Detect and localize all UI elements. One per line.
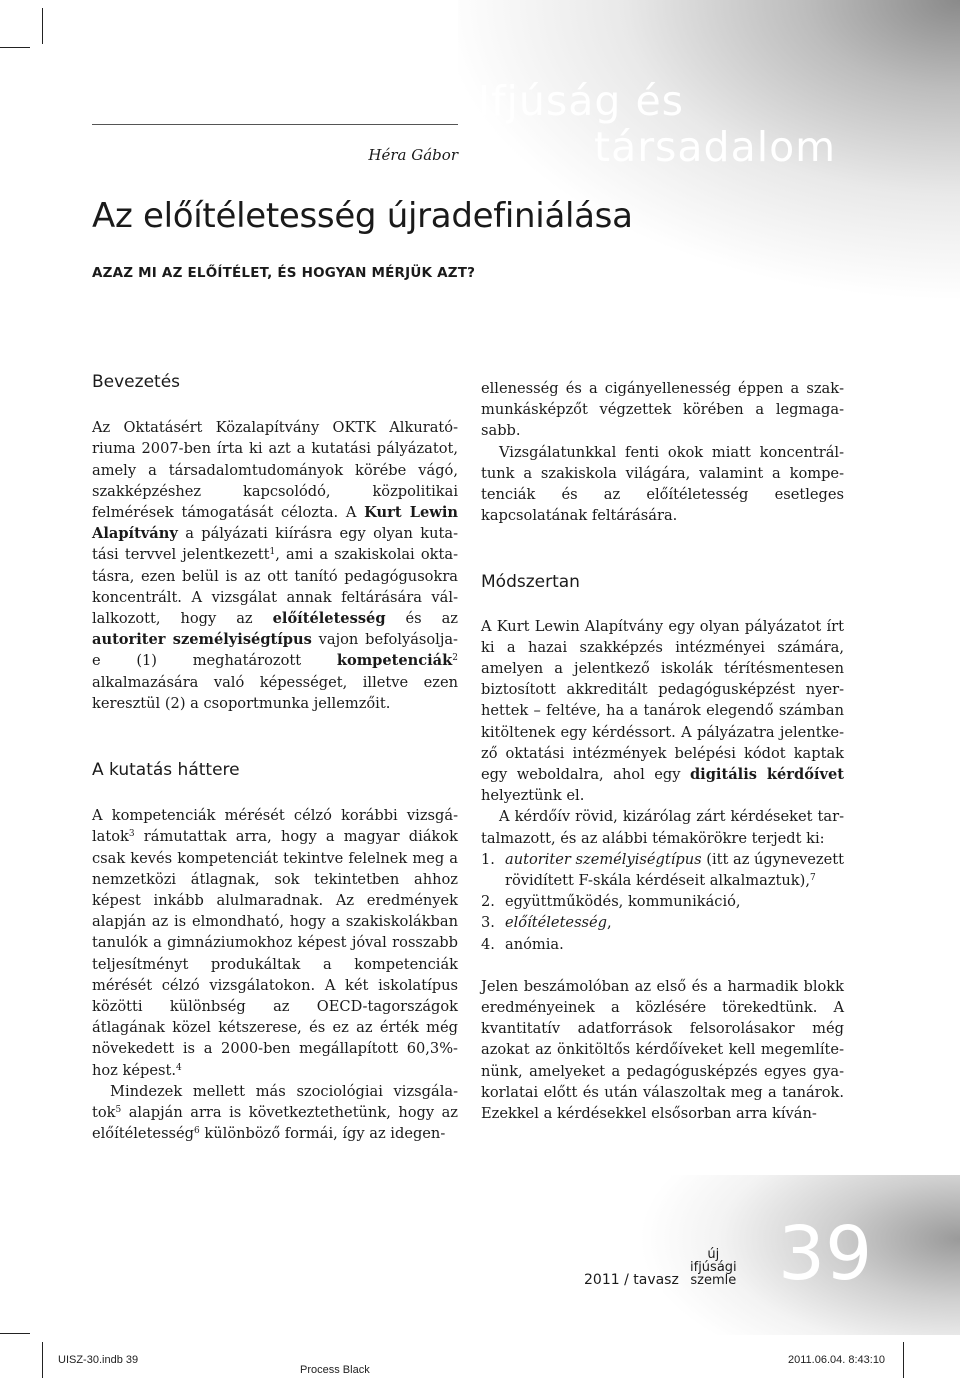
footnote-ref: 4 xyxy=(175,1062,182,1073)
list-item: 2. együttműködés, kommunikáció, xyxy=(481,893,741,911)
method-paragraph-2: A kérdőív rövid, kizárólag zárt kérdéseket tartalmazott, és az alábbi témakörökre terjedt ki: xyxy=(481,808,844,847)
focus-paragraph: Vizsgálatunkkal fenti okok miatt koncentráltunk a szakiskola világára, valamint a kompetenciák és az előítéletesség esetleges kapcsolatának feltárására. xyxy=(481,443,844,525)
journal-logo: új ifjúsági szemle xyxy=(690,1247,737,1288)
slug-file: UISZ-30.indb 39 xyxy=(58,1354,139,1366)
topic-list xyxy=(481,849,844,955)
method-paragraph-1: A Kurt Lewin Alapítvány egy olyan pályázatot írt ki a hazai szakképzés intézményei számára, amelyen a jelentkező iskolák térítésmentesen biztosított akkreditált pedagógusképzést nyerhettek – feltéve, ha a tanárok elegendő számban kitöltenek egy kérdéssort. A pályázatra jelentkező oktatási intézmények belépési kódot kaptak egy weboldalra, ahol egy digitális kérdőívet helyeztünk el. xyxy=(481,617,844,805)
intro-paragraph: Az Oktatásért Közalapítvány OKTK Alkuratóriuma 2007-ben írta ki azt a kutatási pályázatot, amely a társadalomtudományok körébe vágó, szakképzéshez kapcsolódó, közpolitikai felmérések támogatását célozta. A Kurt Lewin Alapítvány a pályázati kiírásra egy olyan kutatási tervvel jelentkezett$^1$, ami a szakiskolai oktatásra, ezen belül is az ott tanító pedagógusokra koncentrált. A vizsgálat annak feltárására vállalkozott, hogy az előítéletesség és az autoriter személyiségtípus vajon befolyásolja-e (1) meghatározott kompetenciák$^2$ alkalmazására való képességet, illetve ezen keresztül (2) a csoportmunka jellemzőit. xyxy=(92,419,458,712)
page-number: 39 xyxy=(778,1211,873,1297)
section-heading-background: A kutatás háttere xyxy=(92,760,240,781)
section-heading-intro: Bevezetés xyxy=(92,372,181,392)
header-rule xyxy=(92,124,458,125)
list-item: 4. anómia. xyxy=(481,935,564,953)
footnote-ref: 6 xyxy=(194,1126,200,1137)
list-item: 3. előítéletesség, xyxy=(481,914,612,932)
crop-mark xyxy=(42,1342,43,1378)
crop-mark xyxy=(42,8,43,44)
method-paragraph-3: Jelen beszámolóban az első és a harmadik blokk eredményeinek a közlésére törekedtünk. A kvantitatív adatforrások felsorolásakor még azokat az önkitöltős kérdőíveket kell megemlítenünk, amelyeket a pedagógusképzés egyes gyakorlatai előtt és után válaszoltak meg a tanárok. Ezekkel a kérdésekkel elsősorban arra kíván- xyxy=(481,977,844,1123)
background-paragraph-1: A kompetenciák mérését célzó korábbi vizsgálatok$^3$ rámutattak arra, hogy a magyar diákok csak kevés kompetenciát tekintve felelnek meg a nemzetközi átlagnak, sok tekintetben ahhoz képest inkább alulmaradnak. Az eredmények alapján az is elmondható, hogy a szakiskolákban tanulók a gimnáziumokhoz képest jóval rosszabb teljesítményt produkáltak a kompetenciák mérését célzó vizsgálatokon. A két iskolatípus közötti különbség az OECD-tagországok átlagának közel kétszerese, és ez az érték még növekedett is a 2000-ben megállapított 60,3%-hoz képest.$^4$ xyxy=(92,807,458,1079)
slug-date: 2011.06.04. 8:43:10 xyxy=(788,1354,886,1366)
crop-mark xyxy=(0,1333,30,1334)
continued-paragraph: ellenesség és a cigányellenesség éppen a szakmunkásképzőt végzettek körében a legmagasabb. xyxy=(481,380,844,440)
slug-color: Process Black xyxy=(300,1364,370,1376)
crop-mark xyxy=(0,47,30,48)
footer-gradient xyxy=(560,1175,960,1335)
journal-section-mark xyxy=(478,78,848,170)
article-subtitle: AZAZ MI AZ ELŐÍTÉLET, ÉS HOGYAN MÉRJÜK AZT? xyxy=(92,265,476,281)
footnote-ref: 1 xyxy=(269,547,276,558)
crop-mark xyxy=(903,1342,904,1378)
footnote-ref: 2 xyxy=(452,653,458,664)
journal-mark-line-2: társadalom xyxy=(594,123,837,171)
background-paragraph-2: Mindezek mellett más szociológiai vizsgálatok$^5$ alapján arra is következtethetünk, hogy az előítéletesség$^6$ különböző formái, így az idegen- xyxy=(92,1082,458,1143)
footnote-ref: 5 xyxy=(115,1105,122,1116)
footnote-ref: 7 xyxy=(809,873,816,884)
section-heading-method: Módszertan xyxy=(481,572,580,593)
issue-season: 2011 / tavasz xyxy=(584,1272,679,1288)
list-item: 1. autoriter személyiségtípus (itt az úgynevezett rövidített F-skála kérdéseit alkalmaztuk),$^7$ xyxy=(481,850,844,890)
left-column xyxy=(92,372,458,1145)
author-name: Héra Gábor xyxy=(368,146,458,164)
footnote-ref: 3 xyxy=(128,829,135,840)
journal-mark-line-1: Ifjúság és xyxy=(478,77,685,125)
article-title: Az előítéletesség újradefiniálása xyxy=(92,196,633,236)
right-column xyxy=(481,378,844,1124)
